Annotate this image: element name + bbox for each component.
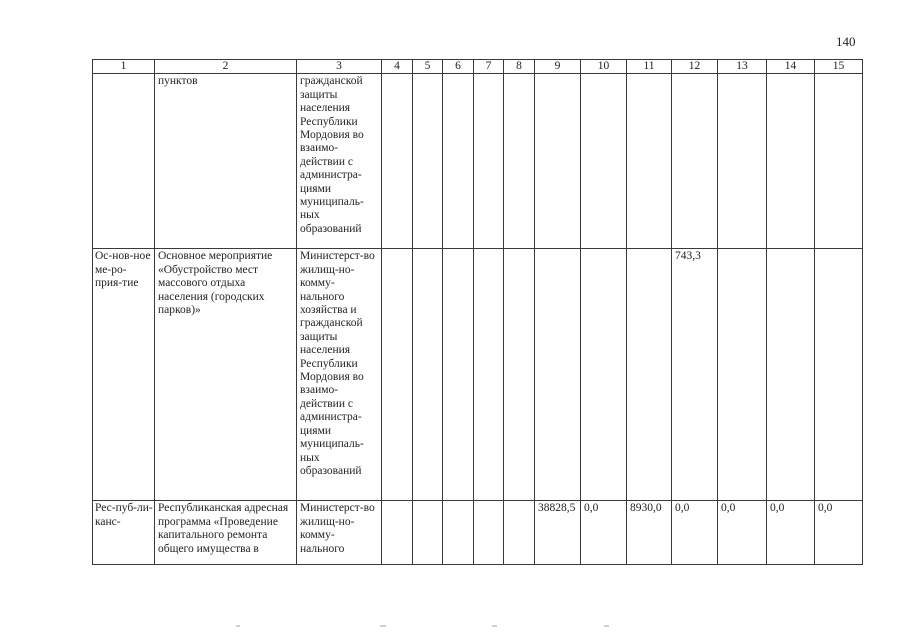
value-cell: 8930,0	[627, 501, 672, 565]
empty-cell	[504, 74, 535, 249]
header-cell: 3	[297, 60, 382, 74]
value-cell: 743,3	[672, 249, 718, 501]
value-cell	[815, 249, 863, 501]
header-cell: 10	[581, 60, 627, 74]
page-number: 140	[836, 34, 856, 49]
header-cell: 15	[815, 60, 863, 74]
status-cell: Рес-пуб-ли-канс-	[93, 501, 155, 565]
empty-cell	[413, 249, 443, 501]
empty-cell	[443, 249, 474, 501]
status-cell	[93, 74, 155, 249]
value-cell	[815, 74, 863, 249]
empty-cell	[504, 249, 535, 501]
executor-cell: гражданской защиты населения Республики Мордовия во взаимо-действии с администра-циями муниципаль-ных образований	[297, 74, 382, 249]
empty-cell	[382, 501, 413, 565]
empty-cell	[474, 501, 504, 565]
value-cell: 0,0	[767, 501, 815, 565]
table-row	[93, 74, 863, 249]
value-cell: 38828,5	[535, 501, 581, 565]
empty-cell	[474, 74, 504, 249]
status-cell: Ос-нов-ное ме-ро-прия-тие	[93, 249, 155, 501]
empty-cell	[382, 249, 413, 501]
header-cell: 12	[672, 60, 718, 74]
value-cell	[581, 74, 627, 249]
header-cell: 2	[155, 60, 297, 74]
header-cell: 6	[443, 60, 474, 74]
header-cell: 11	[627, 60, 672, 74]
empty-cell	[443, 501, 474, 565]
title-cell: пунктов	[155, 74, 297, 249]
header-cell: 13	[718, 60, 767, 74]
empty-cell	[413, 501, 443, 565]
value-cell	[627, 74, 672, 249]
title-cell: Основное мероприятие «Обустройство мест массового отдыха населения (городских парков)»	[155, 249, 297, 501]
table-row	[93, 501, 863, 565]
value-cell	[718, 74, 767, 249]
value-cell	[535, 74, 581, 249]
scan-marks	[0, 625, 905, 631]
header-cell: 8	[504, 60, 535, 74]
executor-cell: Министерст-во жилищ-но-комму-нального	[297, 501, 382, 565]
value-cell: 0,0	[718, 501, 767, 565]
value-cell: 0,0	[672, 501, 718, 565]
empty-cell	[443, 74, 474, 249]
header-cell: 4	[382, 60, 413, 74]
empty-cell	[474, 249, 504, 501]
header-cell: 5	[413, 60, 443, 74]
header-cell: 14	[767, 60, 815, 74]
empty-cell	[413, 74, 443, 249]
value-cell	[767, 249, 815, 501]
value-cell	[581, 249, 627, 501]
value-cell	[627, 249, 672, 501]
budget-table	[92, 59, 863, 565]
table-row	[93, 249, 863, 501]
value-cell	[718, 249, 767, 501]
value-cell	[672, 74, 718, 249]
value-cell: 0,0	[581, 501, 627, 565]
header-cell: 1	[93, 60, 155, 74]
executor-cell: Министерст-во жилищ-но-комму-нального хозяйства и гражданской защиты населения Республики Мордовия во взаимо-действии с администра-циями муниципаль-ных образований	[297, 249, 382, 501]
header-cell: 9	[535, 60, 581, 74]
value-cell: 0,0	[815, 501, 863, 565]
empty-cell	[382, 74, 413, 249]
value-cell	[535, 249, 581, 501]
value-cell	[767, 74, 815, 249]
column-number-row	[93, 60, 863, 74]
title-cell: Республиканская адресная программа «Проведение капитального ремонта общего имущества в	[155, 501, 297, 565]
empty-cell	[504, 501, 535, 565]
header-cell: 7	[474, 60, 504, 74]
